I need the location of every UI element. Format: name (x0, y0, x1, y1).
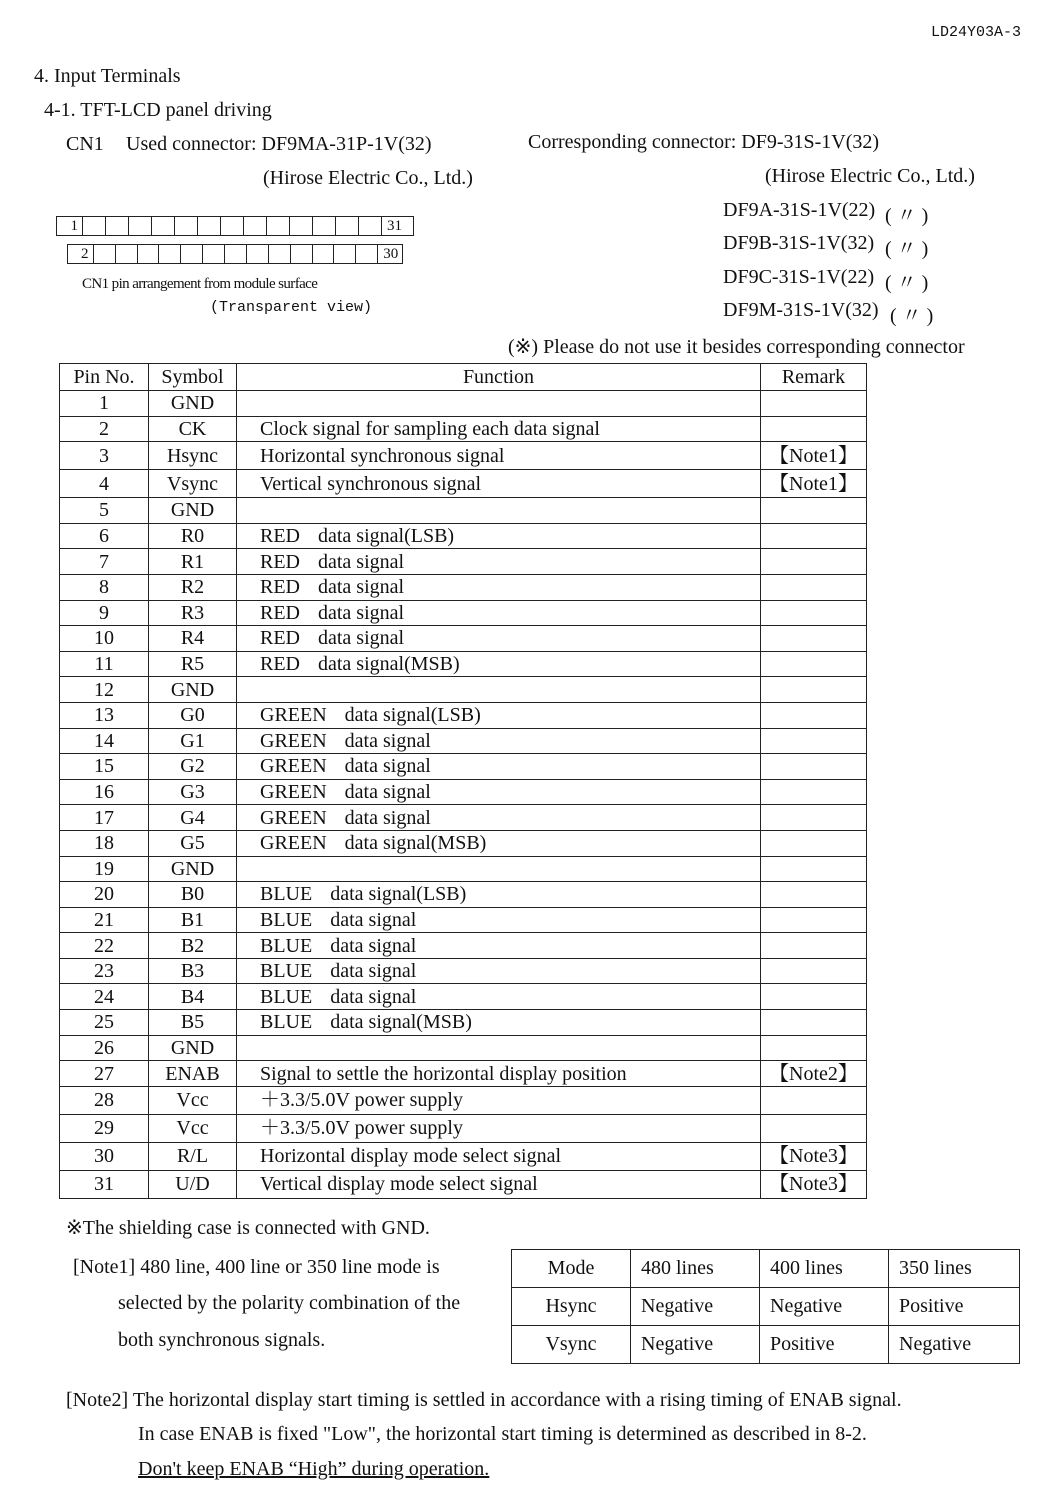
function-text: Horizontal synchronous signal (260, 444, 505, 467)
remark-cell: 【Note1】 (761, 470, 867, 498)
remark-cell (761, 549, 867, 575)
ditto-mark: ( 〃 ) (890, 305, 934, 327)
remark-cell: 【Note1】 (761, 442, 867, 470)
pin-number-cell: 31 (60, 1170, 149, 1198)
diagram-caption: CN1 pin arrangement from module surface (82, 276, 318, 292)
section-title: 4. Input Terminals (34, 65, 181, 87)
table-row (60, 830, 867, 856)
pin-number-cell: 13 (60, 702, 149, 728)
mode-table-cell: Negative (889, 1326, 1020, 1364)
remark-cell (761, 677, 867, 703)
remark-cell (761, 574, 867, 600)
function-text: ＋3.3/5.0V power supply (260, 1089, 463, 1112)
mode-table-cell: Mode (512, 1250, 631, 1288)
remark-cell (761, 1114, 867, 1142)
function-detail: data signal (330, 985, 417, 1008)
note2-line2: In case ENAB is fixed "Low", the horizontal start timing is determined as described in 8-2. (138, 1423, 867, 1445)
alternate-connector: DF9C-31S-1V(22) (723, 266, 875, 288)
corresponding-connector: Corresponding connector: DF9-31S-1V(32) (528, 131, 880, 153)
function-text: GREEN (260, 781, 327, 804)
pin-number-cell: 23 (60, 958, 149, 984)
remark-cell (761, 984, 867, 1010)
function-cell (237, 856, 761, 882)
function-text: Vertical display mode select signal (260, 1173, 538, 1196)
function-cell (237, 1086, 761, 1114)
remark-cell (761, 856, 867, 882)
table-row (60, 1170, 867, 1198)
header-pin: Pin No. (60, 364, 149, 391)
remark-cell: 【Note2】 (761, 1061, 867, 1087)
alternate-connector: DF9A-31S-1V(22) (723, 199, 876, 221)
symbol-cell: R2 (149, 574, 237, 600)
symbol-cell: ENAB (149, 1061, 237, 1087)
mode-table-cell: 350 lines (889, 1250, 1020, 1288)
corresponding-connector-maker: (Hirose Electric Co., Ltd.) (765, 165, 975, 187)
function-text: RED (260, 525, 300, 548)
function-detail: data signal(LSB) (344, 704, 481, 727)
remark-cell (761, 391, 867, 417)
remark-cell (761, 958, 867, 984)
table-row (60, 416, 867, 442)
remark-cell (761, 1086, 867, 1114)
symbol-cell: G2 (149, 754, 237, 780)
symbol-cell: B0 (149, 882, 237, 908)
note2-line1: [Note2] The horizontal display start timing is settled in accordance with a rising timing of ENAB signal. (66, 1389, 902, 1411)
mode-table-row (512, 1326, 1020, 1364)
function-detail: data signal(MSB) (344, 832, 487, 855)
symbol-cell: R3 (149, 600, 237, 626)
remark-cell (761, 651, 867, 677)
pin-number-cell: 3 (60, 442, 149, 470)
table-row (60, 523, 867, 549)
alternate-connector: DF9M-31S-1V(32) (723, 299, 879, 321)
table-row (60, 677, 867, 703)
remark-cell (761, 498, 867, 524)
symbol-cell: GND (149, 677, 237, 703)
pin-number-cell: 6 (60, 523, 149, 549)
mode-table-cell: Positive (760, 1326, 889, 1364)
function-detail: data signal(MSB) (318, 653, 460, 676)
pin-number-cell: 28 (60, 1086, 149, 1114)
table-row (60, 856, 867, 882)
pin-number-cell: 9 (60, 600, 149, 626)
function-cell (237, 882, 761, 908)
function-detail: data signal (318, 601, 405, 624)
function-detail: data signal (344, 781, 431, 804)
diagram-caption-sub: (Transparent view) (210, 299, 373, 316)
pin-number-cell: 2 (60, 416, 149, 442)
symbol-cell: R/L (149, 1142, 237, 1170)
symbol-cell: CK (149, 416, 237, 442)
mode-table-row (512, 1250, 1020, 1288)
note1-line3: both synchronous signals. (118, 1329, 326, 1351)
header-function: Function (237, 364, 761, 391)
pin-number-cell: 18 (60, 830, 149, 856)
table-row (60, 574, 867, 600)
mode-table-cell: Negative (631, 1326, 760, 1364)
pin-number-cell: 29 (60, 1114, 149, 1142)
symbol-cell: GND (149, 1035, 237, 1061)
function-detail: data signal (318, 550, 405, 573)
function-cell (237, 626, 761, 652)
function-detail: data signal(LSB) (318, 525, 455, 548)
pin-number-cell: 25 (60, 1010, 149, 1036)
table-row (60, 1086, 867, 1114)
remark-cell: 【Note3】 (761, 1170, 867, 1198)
function-cell (237, 391, 761, 417)
table-row (60, 754, 867, 780)
shield-note: ※The shielding case is connected with GND. (66, 1217, 430, 1239)
remark-cell (761, 523, 867, 549)
symbol-cell: GND (149, 856, 237, 882)
symbol-cell: B3 (149, 958, 237, 984)
symbol-cell: R1 (149, 549, 237, 575)
remark-cell (761, 728, 867, 754)
pin-label-last: 31 (387, 218, 402, 234)
remark-cell (761, 779, 867, 805)
table-row (60, 702, 867, 728)
function-text: RED (260, 627, 300, 650)
remark-cell (761, 626, 867, 652)
table-row (60, 470, 867, 498)
remark-cell (761, 416, 867, 442)
pin-number-cell: 27 (60, 1061, 149, 1087)
table-header-row (60, 364, 867, 391)
table-row (60, 805, 867, 831)
table-row (60, 498, 867, 524)
symbol-cell: Vcc (149, 1086, 237, 1114)
pin-number-cell: 19 (60, 856, 149, 882)
table-row (60, 442, 867, 470)
mode-table-cell: Negative (631, 1288, 760, 1326)
function-text: BLUE (260, 1011, 313, 1034)
pin-number-cell: 10 (60, 626, 149, 652)
remark-cell: 【Note3】 (761, 1142, 867, 1170)
function-text: GREEN (260, 806, 327, 829)
table-row (60, 1142, 867, 1170)
function-text: BLUE (260, 934, 313, 957)
pin-number-cell: 1 (60, 391, 149, 417)
pin-number-cell: 12 (60, 677, 149, 703)
remark-cell (761, 1035, 867, 1061)
function-detail: data signal (344, 806, 431, 829)
pin-number-cell: 4 (60, 470, 149, 498)
note1-line1: [Note1] 480 line, 400 line or 350 line mode is (73, 1256, 440, 1278)
table-row (60, 728, 867, 754)
table-row (60, 651, 867, 677)
symbol-cell: B5 (149, 1010, 237, 1036)
function-detail: data signal (330, 960, 417, 983)
function-cell (237, 442, 761, 470)
function-cell (237, 805, 761, 831)
symbol-cell: R0 (149, 523, 237, 549)
function-text: Vertical synchronous signal (260, 472, 482, 495)
alternate-connector: DF9B-31S-1V(32) (723, 232, 875, 254)
pin-number-cell: 30 (60, 1142, 149, 1170)
function-cell (237, 1061, 761, 1087)
function-cell (237, 523, 761, 549)
function-cell (237, 416, 761, 442)
mode-table-cell: Vsync (512, 1326, 631, 1364)
function-text: RED (260, 550, 300, 573)
pin-label-first: 2 (81, 246, 89, 262)
table-row (60, 626, 867, 652)
function-cell (237, 754, 761, 780)
function-cell (237, 1010, 761, 1036)
remark-cell (761, 1010, 867, 1036)
table-row (60, 779, 867, 805)
function-text: RED (260, 653, 300, 676)
note1-line2: selected by the polarity combination of the (118, 1292, 461, 1314)
symbol-cell: Hsync (149, 442, 237, 470)
table-row (60, 933, 867, 959)
table-row (60, 882, 867, 908)
symbol-cell: G4 (149, 805, 237, 831)
function-text: Signal to settle the horizontal display position (260, 1062, 627, 1085)
subsection-title: 4-1. TFT-LCD panel driving (44, 99, 272, 121)
symbol-cell: R5 (149, 651, 237, 677)
pin-number-cell: 16 (60, 779, 149, 805)
remark-cell (761, 600, 867, 626)
pin-number-cell: 26 (60, 1035, 149, 1061)
mode-table-cell: Negative (760, 1288, 889, 1326)
pin-number-cell: 5 (60, 498, 149, 524)
remark-cell (761, 830, 867, 856)
function-text: RED (260, 601, 300, 624)
header-remark: Remark (761, 364, 867, 391)
table-row (60, 958, 867, 984)
used-connector-maker: (Hirose Electric Co., Ltd.) (263, 167, 473, 189)
table-row (60, 391, 867, 417)
function-cell (237, 1035, 761, 1061)
function-cell (237, 677, 761, 703)
function-detail: data signal (318, 627, 405, 650)
function-text: Horizontal display mode select signal (260, 1145, 562, 1168)
function-text: ＋3.3/5.0V power supply (260, 1117, 463, 1140)
document-id: LD24Y03A-3 (930, 24, 1021, 41)
function-text: Clock signal for sampling each data signal (260, 417, 600, 440)
function-cell (237, 1170, 761, 1198)
function-cell (237, 549, 761, 575)
symbol-cell: Vsync (149, 470, 237, 498)
mode-table-cell: Positive (889, 1288, 1020, 1326)
remark-cell (761, 933, 867, 959)
mode-table-cell: Hsync (512, 1288, 631, 1326)
function-detail: data signal(MSB) (330, 1011, 472, 1034)
function-text: GREEN (260, 704, 327, 727)
connector-notice: (※) Please do not use it besides corresponding connector (508, 336, 965, 358)
pin-row-odd (56, 216, 414, 236)
mode-polarity-table (511, 1249, 1020, 1364)
pin-number-cell: 17 (60, 805, 149, 831)
pin-number-cell: 21 (60, 907, 149, 933)
function-cell (237, 600, 761, 626)
function-cell (237, 1142, 761, 1170)
symbol-cell: G5 (149, 830, 237, 856)
pin-number-cell: 22 (60, 933, 149, 959)
function-cell (237, 933, 761, 959)
function-cell (237, 958, 761, 984)
used-connector: Used connector: DF9MA-31P-1V(32) (126, 133, 432, 155)
symbol-cell: GND (149, 391, 237, 417)
pin-number-cell: 7 (60, 549, 149, 575)
pin-number-cell: 15 (60, 754, 149, 780)
function-detail: data signal (330, 908, 417, 931)
function-cell (237, 984, 761, 1010)
function-cell (237, 702, 761, 728)
pin-number-cell: 11 (60, 651, 149, 677)
connector-name: CN1 (66, 133, 104, 155)
symbol-cell: GND (149, 498, 237, 524)
function-text: BLUE (260, 908, 313, 931)
table-row (60, 984, 867, 1010)
table-row (60, 600, 867, 626)
remark-cell (761, 882, 867, 908)
mode-table-cell: 480 lines (631, 1250, 760, 1288)
pin-label-first: 1 (70, 218, 78, 234)
function-text: BLUE (260, 883, 313, 906)
pin-number-cell: 24 (60, 984, 149, 1010)
table-row (60, 1010, 867, 1036)
ditto-mark: ( 〃 ) (885, 238, 929, 260)
function-cell (237, 830, 761, 856)
function-cell (237, 728, 761, 754)
table-row (60, 1114, 867, 1142)
function-text: BLUE (260, 960, 313, 983)
function-cell (237, 907, 761, 933)
function-detail: data signal(LSB) (330, 883, 467, 906)
function-detail: data signal (318, 576, 405, 599)
function-text: GREEN (260, 755, 327, 778)
table-row (60, 1035, 867, 1061)
function-detail: data signal (330, 934, 417, 957)
function-cell (237, 1114, 761, 1142)
remark-cell (761, 907, 867, 933)
ditto-mark: ( 〃 ) (885, 272, 929, 294)
function-detail: data signal (344, 755, 431, 778)
function-text: BLUE (260, 985, 313, 1008)
symbol-cell: R4 (149, 626, 237, 652)
note2-line3: Don't keep ENAB “High” during operation. (138, 1458, 490, 1480)
pin-assignment-table (59, 363, 867, 1199)
symbol-cell: Vcc (149, 1114, 237, 1142)
function-cell (237, 574, 761, 600)
function-detail: data signal (344, 729, 431, 752)
mode-table-row (512, 1288, 1020, 1326)
header-symbol: Symbol (149, 364, 237, 391)
function-text: GREEN (260, 729, 327, 752)
function-cell (237, 498, 761, 524)
pin-label-last: 30 (383, 246, 399, 262)
symbol-cell: G1 (149, 728, 237, 754)
pin-row-even (67, 244, 403, 264)
remark-cell (761, 702, 867, 728)
pin-number-cell: 14 (60, 728, 149, 754)
pin-number-cell: 8 (60, 574, 149, 600)
symbol-cell: U/D (149, 1170, 237, 1198)
function-text: GREEN (260, 832, 327, 855)
mode-table-cell: 400 lines (760, 1250, 889, 1288)
table-row (60, 1061, 867, 1087)
remark-cell (761, 754, 867, 780)
table-row (60, 549, 867, 575)
pin-number-cell: 20 (60, 882, 149, 908)
symbol-cell: B1 (149, 907, 237, 933)
symbol-cell: G0 (149, 702, 237, 728)
function-cell (237, 651, 761, 677)
function-cell (237, 470, 761, 498)
function-cell (237, 779, 761, 805)
symbol-cell: G3 (149, 779, 237, 805)
remark-cell (761, 805, 867, 831)
ditto-mark: ( 〃 ) (885, 205, 929, 227)
function-text: RED (260, 576, 300, 599)
symbol-cell: B4 (149, 984, 237, 1010)
symbol-cell: B2 (149, 933, 237, 959)
table-row (60, 907, 867, 933)
